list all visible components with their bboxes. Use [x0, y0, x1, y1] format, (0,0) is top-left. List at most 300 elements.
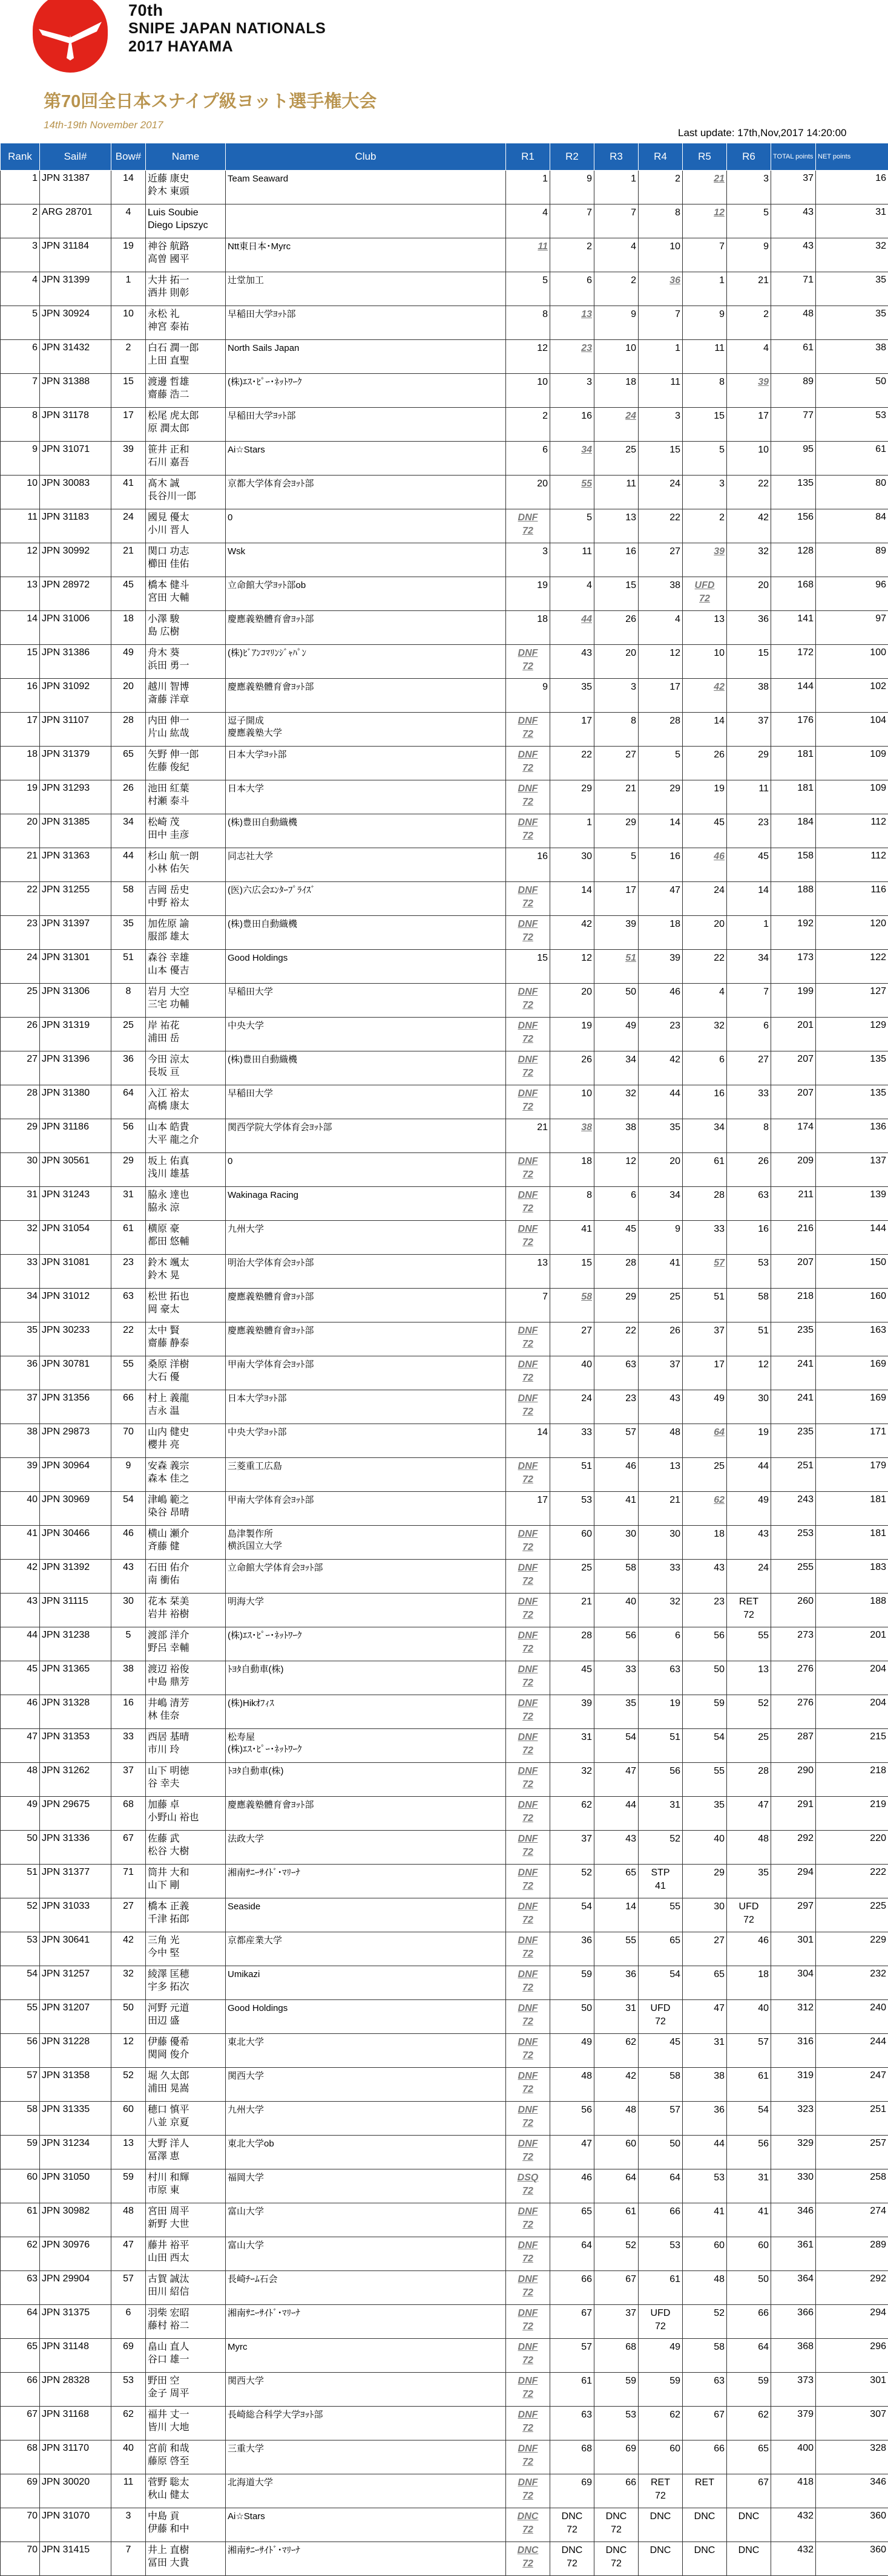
race-3-cell [594, 1051, 639, 1085]
race-3-cell [594, 679, 639, 713]
race-score: 57 [596, 1426, 636, 1439]
rank-cell: 66 [1, 2373, 40, 2407]
name-cell [146, 1865, 226, 1898]
race-5-cell [683, 1051, 727, 1085]
rank-cell: 33 [1, 1255, 40, 1289]
net-points-cell: 257 [816, 2136, 888, 2169]
race-2-cell [550, 1051, 594, 1085]
race-score: 13 [508, 1257, 548, 1270]
crew-name: 佐藤 武 [148, 1832, 223, 1845]
crew-name: 吉永 温 [148, 1405, 223, 1417]
race-score: 17 [552, 714, 592, 728]
race-score: 8 [508, 308, 548, 321]
total-points-cell: 172 [771, 645, 816, 679]
name-cell [146, 2000, 226, 2034]
crew-name: 越川 智博 [148, 681, 223, 693]
net-points-cell: 35 [816, 306, 888, 340]
club-cell [226, 1492, 506, 1526]
race-score: 3 [729, 172, 769, 186]
race-6-cell [727, 713, 771, 747]
race-score: 49 [552, 2036, 592, 2049]
race-5-cell [683, 408, 727, 442]
col-club: Club [226, 143, 506, 171]
race-2-cell [550, 1018, 594, 1051]
race-1-cell [506, 1458, 550, 1492]
race-3-cell [594, 2542, 639, 2576]
race-6-cell [727, 2373, 771, 2407]
club-cell [226, 204, 506, 238]
race-1-cell [506, 747, 550, 780]
race-score: 3 [508, 545, 548, 558]
race-6-cell [727, 2474, 771, 2508]
race-score: 24 [552, 1392, 592, 1405]
race-score: 41 [552, 1223, 592, 1236]
sail-cell: JPN 28972 [40, 577, 111, 611]
name-cell [146, 1560, 226, 1594]
table-row [1, 1356, 888, 1390]
race-score: 13 [552, 308, 592, 321]
sail-cell: JPN 30020 [40, 2474, 111, 2508]
race-6-cell [727, 476, 771, 509]
race-6-cell [727, 1966, 771, 2000]
total-points-cell: 290 [771, 1763, 816, 1797]
race-score: 72 [508, 1846, 548, 1859]
bow-cell: 28 [111, 713, 146, 747]
crew-name: 舟木 葵 [148, 647, 223, 659]
crew-name: 今中 堅 [148, 1947, 223, 1960]
table-row [1, 2203, 888, 2237]
race-4-cell [639, 611, 683, 645]
race-score: 4 [640, 613, 680, 626]
race-score: 59 [729, 2375, 769, 2388]
club-cell [226, 1966, 506, 2000]
race-score: 57 [640, 2104, 680, 2117]
crew-name: Diego Lipszyc [148, 219, 223, 232]
crew-name: 千津 拓郎 [148, 1913, 223, 1926]
club-name: 早稲田大学 [228, 1088, 504, 1100]
net-points-cell: 53 [816, 408, 888, 442]
club-cell [226, 272, 506, 306]
race-score: 72 [508, 525, 548, 538]
race-score: 72 [685, 592, 725, 606]
table-row [1, 374, 888, 408]
race-score: 72 [640, 2320, 680, 2333]
crew-name: 鈴木 東頭 [148, 185, 223, 198]
name-cell [146, 2034, 226, 2068]
sail-cell: JPN 31375 [40, 2305, 111, 2339]
sail-cell: JPN 30924 [40, 306, 111, 340]
sail-cell: JPN 30083 [40, 476, 111, 509]
race-5-cell [683, 577, 727, 611]
rank-cell: 26 [1, 1018, 40, 1051]
name-cell [146, 848, 226, 882]
club-cell [226, 2000, 506, 2034]
race-score: 17 [508, 1494, 548, 1507]
name-cell [146, 916, 226, 950]
race-3-cell [594, 1018, 639, 1051]
race-score: 14 [685, 714, 725, 728]
race-score: 72 [508, 1744, 548, 1757]
race-score: 33 [552, 1426, 592, 1439]
race-2-cell [550, 171, 594, 204]
sail-cell: JPN 31377 [40, 1865, 111, 1898]
name-cell [146, 1153, 226, 1187]
race-4-cell [639, 306, 683, 340]
race-4-cell [639, 1458, 683, 1492]
race-score: 1 [685, 274, 725, 287]
table-row [1, 2339, 888, 2373]
crew-name: 山本 皓貴 [148, 1121, 223, 1134]
net-points-cell: 219 [816, 1797, 888, 1831]
race-score: 41 [596, 1494, 636, 1507]
race-2-cell [550, 2407, 594, 2440]
rank-cell: 7 [1, 374, 40, 408]
race-6-cell [727, 1797, 771, 1831]
race-score: 26 [729, 1155, 769, 1168]
race-6-cell [727, 882, 771, 916]
race-score: 72 [508, 2354, 548, 2367]
name-cell [146, 2373, 226, 2407]
total-points-cell: 218 [771, 1289, 816, 1322]
race-5-cell [683, 1627, 727, 1661]
net-points-cell: 109 [816, 747, 888, 780]
col-total: TOTAL points [771, 143, 816, 171]
race-score: 6 [640, 1629, 680, 1643]
club-cell [226, 1051, 506, 1085]
race-1-cell [506, 1390, 550, 1424]
club-cell [226, 1322, 506, 1356]
crew-name: 岡 豪太 [148, 1303, 223, 1316]
name-cell [146, 1390, 226, 1424]
race-5-cell [683, 1526, 727, 1560]
club-name: 日本大学ﾖｯﾄ部 [228, 1393, 504, 1405]
sail-cell: JPN 29873 [40, 1424, 111, 1458]
race-4-cell [639, 747, 683, 780]
rank-cell: 59 [1, 2136, 40, 2169]
bow-cell: 1 [111, 272, 146, 306]
race-6-cell [727, 645, 771, 679]
race-score: 72 [552, 2523, 592, 2537]
race-score: 58 [729, 1290, 769, 1304]
race-4-cell [639, 1153, 683, 1187]
crew-name: 高曽 國平 [148, 253, 223, 266]
race-score: 51 [596, 952, 636, 965]
race-score: 59 [685, 1697, 725, 1710]
net-points-cell: 150 [816, 1255, 888, 1289]
race-score: DNC [552, 2510, 592, 2523]
race-score: 40 [685, 1832, 725, 1846]
name-cell [146, 306, 226, 340]
rank-cell: 12 [1, 543, 40, 577]
race-5-cell [683, 1018, 727, 1051]
race-5-cell [683, 747, 727, 780]
race-3-cell [594, 747, 639, 780]
last-update: Last update: 17th,Nov,2017 14:20:00 [678, 127, 847, 139]
crew-name: 坂上 佑真 [148, 1155, 223, 1168]
race-score: DNC [685, 2544, 725, 2557]
race-score: 65 [640, 1934, 680, 1947]
bow-cell: 30 [111, 1594, 146, 1627]
net-points-cell: 112 [816, 814, 888, 848]
race-4-cell [639, 780, 683, 814]
total-points-cell: 292 [771, 1831, 816, 1865]
net-points-cell: 135 [816, 1085, 888, 1119]
club-cell [226, 2407, 506, 2440]
race-score: 4 [685, 986, 725, 999]
race-score: 1 [508, 172, 548, 186]
name-cell [146, 408, 226, 442]
net-points-cell: 251 [816, 2102, 888, 2136]
race-score: 39 [729, 376, 769, 389]
race-6-cell [727, 577, 771, 611]
race-score: 28 [596, 1257, 636, 1270]
race-5-cell [683, 848, 727, 882]
race-6-cell [727, 814, 771, 848]
crew-name: 大野 洋人 [148, 2137, 223, 2150]
bow-cell: 25 [111, 1018, 146, 1051]
race-score: 12 [685, 206, 725, 220]
net-points-cell: 181 [816, 1526, 888, 1560]
club-name: 早稲田大学 [228, 986, 504, 998]
crew-name: 小川 晋人 [148, 524, 223, 537]
race-1-cell [506, 2136, 550, 2169]
race-score: DNF [508, 1223, 548, 1236]
race-5-cell [683, 1322, 727, 1356]
race-2-cell [550, 2169, 594, 2203]
club-cell [226, 306, 506, 340]
race-1-cell [506, 408, 550, 442]
crew-name: 齋藤 静泰 [148, 1337, 223, 1350]
race-score: 59 [640, 2375, 680, 2388]
name-cell [146, 882, 226, 916]
crew-name: 村川 和輝 [148, 2171, 223, 2184]
crew-name: 新野 大世 [148, 2218, 223, 2231]
race-score: RET [685, 2476, 725, 2489]
rank-cell: 11 [1, 509, 40, 543]
race-score: 26 [640, 1324, 680, 1338]
race-6-cell [727, 2339, 771, 2373]
race-5-cell [683, 1763, 727, 1797]
total-points-cell: 304 [771, 1966, 816, 2000]
crew-name: 小野山 裕也 [148, 1811, 223, 1824]
race-score: 37 [640, 1358, 680, 1371]
sail-cell: JPN 31183 [40, 509, 111, 543]
crew-name: 浜田 勇一 [148, 659, 223, 672]
race-score: 72 [508, 2523, 548, 2537]
race-score: 48 [640, 1426, 680, 1439]
race-6-cell [727, 238, 771, 272]
race-6-cell [727, 1831, 771, 1865]
race-score: 72 [508, 1676, 548, 1690]
bow-cell: 17 [111, 408, 146, 442]
race-2-cell [550, 2440, 594, 2474]
total-points-cell: 400 [771, 2440, 816, 2474]
race-score: DNF [508, 2307, 548, 2320]
race-score: DNF [508, 714, 548, 728]
club-name: 慶應義塾體育會ﾖｯﾄ部 [228, 613, 504, 626]
race-score: 72 [508, 1880, 548, 1893]
race-3-cell [594, 1797, 639, 1831]
crew-name: 八並 京夏 [148, 2116, 223, 2129]
name-cell [146, 2440, 226, 2474]
race-score: 4 [552, 579, 592, 592]
club-name: 九州大学 [228, 2104, 504, 2116]
race-score: 33 [729, 1087, 769, 1100]
col-r2: R2 [550, 143, 594, 171]
rank-cell: 21 [1, 848, 40, 882]
race-2-cell [550, 1932, 594, 1966]
crew-name: 筒井 大和 [148, 1866, 223, 1879]
race-4-cell [639, 2407, 683, 2440]
crew-name: 冨田 大貴 [148, 2557, 223, 2569]
race-score: 15 [685, 410, 725, 423]
crew-name: 大平 龍之介 [148, 1134, 223, 1146]
race-2-cell [550, 1865, 594, 1898]
bow-cell: 4 [111, 204, 146, 238]
race-score: DNF [508, 1392, 548, 1405]
club-name: 北海道大学 [228, 2477, 504, 2489]
race-2-cell [550, 1594, 594, 1627]
bow-cell: 36 [111, 1051, 146, 1085]
total-points-cell: 168 [771, 577, 816, 611]
race-score: DNF [508, 2375, 548, 2388]
race-2-cell [550, 1797, 594, 1831]
total-points-cell: 207 [771, 1255, 816, 1289]
table-row [1, 1831, 888, 1865]
table-row [1, 645, 888, 679]
race-score: 40 [552, 1358, 592, 1371]
table-row [1, 408, 888, 442]
table-row [1, 1695, 888, 1729]
club-cell [226, 1865, 506, 1898]
bow-cell: 43 [111, 1560, 146, 1594]
race-score: 66 [596, 2476, 636, 2489]
club-name: (株)ｴｽ･ﾋﾟｰ･ﾈｯﾄﾜｰｸ [228, 1744, 504, 1756]
race-4-cell [639, 2440, 683, 2474]
race-score: 72 [508, 1371, 548, 1385]
race-score: 27 [552, 1324, 592, 1338]
race-1-cell [506, 1424, 550, 1458]
race-score: 12 [596, 1155, 636, 1168]
club-name: 京都大学体育会ﾖｯﾄ部 [228, 478, 504, 490]
bow-cell: 51 [111, 950, 146, 984]
race-2-cell [550, 204, 594, 238]
net-points-cell: 220 [816, 1831, 888, 1865]
race-score: 15 [508, 952, 548, 965]
race-score: 51 [640, 1731, 680, 1744]
club-cell [226, 814, 506, 848]
net-points-cell: 244 [816, 2034, 888, 2068]
race-score: DNF [508, 816, 548, 829]
race-score: 1 [596, 172, 636, 186]
race-score: DNF [508, 511, 548, 525]
race-score: DNF [508, 1968, 548, 1981]
race-5-cell [683, 1458, 727, 1492]
crew-name: 酒井 則彰 [148, 287, 223, 299]
race-4-cell [639, 2102, 683, 2136]
race-score: DNF [508, 2002, 548, 2015]
race-score: 29 [640, 782, 680, 796]
race-1-cell [506, 2339, 550, 2373]
rank-cell: 39 [1, 1458, 40, 1492]
club-name: 慶應義塾體育會ﾖｯﾄ部 [228, 1291, 504, 1303]
table-row [1, 2508, 888, 2542]
rank-cell: 58 [1, 2102, 40, 2136]
race-score: 72 [508, 2151, 548, 2164]
race-score: DNF [508, 2273, 548, 2286]
race-score: 58 [685, 2341, 725, 2354]
race-5-cell [683, 442, 727, 476]
japanese-title: 第70回全日本スナイプ級ヨット選手権大会 [44, 88, 377, 113]
race-score: 72 [508, 1778, 548, 1791]
crew-name: 渡邊 哲雄 [148, 376, 223, 388]
rank-cell: 41 [1, 1526, 40, 1560]
race-score: 57 [729, 2036, 769, 2049]
race-score: DNF [508, 986, 548, 999]
race-3-cell [594, 2034, 639, 2068]
race-score: 31 [596, 2002, 636, 2015]
race-score: 42 [685, 681, 725, 694]
race-5-cell [683, 272, 727, 306]
race-5-cell [683, 611, 727, 645]
net-points-cell: 120 [816, 916, 888, 950]
sail-cell: JPN 30969 [40, 1492, 111, 1526]
net-points-cell: 135 [816, 1051, 888, 1085]
race-2-cell [550, 340, 594, 374]
total-points-cell: 48 [771, 306, 816, 340]
race-score: 9 [508, 681, 548, 694]
race-2-cell [550, 2237, 594, 2271]
race-2-cell [550, 916, 594, 950]
race-score: 19 [552, 1019, 592, 1033]
race-score: 44 [596, 1799, 636, 1812]
name-cell [146, 509, 226, 543]
club-name: 三重大学 [228, 2443, 504, 2455]
race-score: 6 [596, 1189, 636, 1202]
race-score: DNF [508, 1189, 548, 1202]
race-3-cell [594, 2373, 639, 2407]
race-score: 16 [685, 1087, 725, 1100]
race-5-cell [683, 509, 727, 543]
race-score: DNF [508, 2476, 548, 2489]
crew-name: 長谷川一郎 [148, 490, 223, 503]
race-score: 13 [640, 1460, 680, 1473]
race-score: 72 [596, 2557, 636, 2571]
race-1-cell [506, 2000, 550, 2034]
race-score: 47 [729, 1799, 769, 1812]
race-score: 32 [729, 545, 769, 558]
rank-cell: 13 [1, 577, 40, 611]
race-1-cell [506, 2068, 550, 2102]
race-score: 36 [685, 2104, 725, 2117]
race-score: 4 [508, 206, 548, 220]
race-2-cell [550, 747, 594, 780]
race-score: 5 [552, 511, 592, 525]
total-points-cell: 188 [771, 882, 816, 916]
crew-name: 谷口 雄一 [148, 2353, 223, 2366]
net-points-cell: 137 [816, 1153, 888, 1187]
race-4-cell [639, 950, 683, 984]
sail-cell: JPN 31432 [40, 340, 111, 374]
race-score: DNF [508, 1629, 548, 1643]
club-cell [226, 509, 506, 543]
crew-name: 山下 剛 [148, 1879, 223, 1892]
race-score: 49 [685, 1392, 725, 1405]
club-name: 同志社大学 [228, 851, 504, 863]
crew-name: 安森 義宗 [148, 1460, 223, 1473]
race-score: 56 [685, 1629, 725, 1643]
club-cell [226, 374, 506, 408]
